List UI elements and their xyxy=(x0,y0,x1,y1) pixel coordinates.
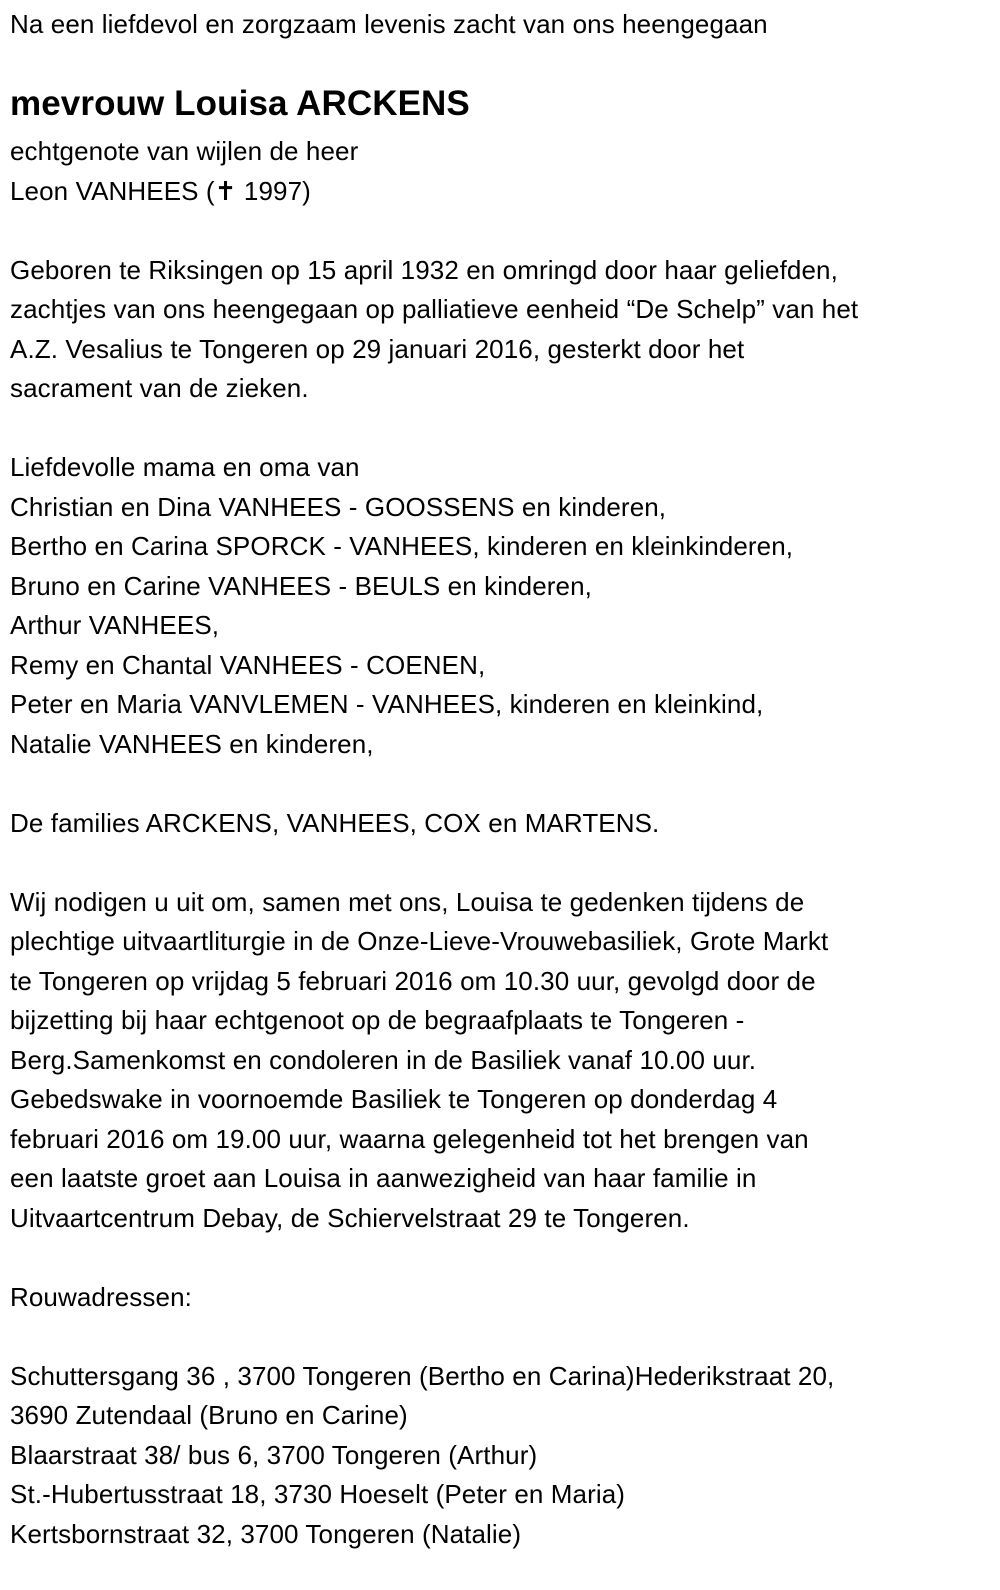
text-line: te Tongeren op vrijdag 5 februari 2016 om 10.30 uur, gevolgd door de xyxy=(10,965,816,996)
text-line: 3690 Zutendaal (Bruno en Carine) xyxy=(10,1400,408,1430)
intro-text: Na een liefdevol en zorgzaam levenis zacht van ons heengegaan xyxy=(10,9,768,39)
text-line: bijzetting bij haar echtgenoot op de begraafplaats te Tongeren - xyxy=(10,1005,745,1035)
text-line: Leon VANHEES (✝ 1997) xyxy=(10,175,311,206)
text-line: St.-Hubertusstraat 18, 3730 Hoeselt (Peter en Maria) xyxy=(10,1479,626,1509)
text-line: Kertsbornstraat 32, 3700 Tongeren (Natalie) xyxy=(10,1518,522,1549)
text-line: Natalie VANHEES en kinderen, xyxy=(10,728,374,759)
paragraph-mourning-heading xyxy=(0,1278,1000,1318)
deceased-name: mevrouw Louisa ARCKENS xyxy=(10,84,470,123)
paragraph-addresses xyxy=(0,1357,1000,1555)
text-line: Arthur VANHEES, xyxy=(10,610,220,640)
paragraph-spacer xyxy=(0,764,1000,804)
text-line: Liefdevolle mama en oma van xyxy=(10,452,360,482)
text-line: Schuttersgang 36 , 3700 Tongeren (Bertho en Carina)Hederikstraat 20, xyxy=(10,1360,835,1391)
paragraph-spacer xyxy=(0,409,1000,449)
text-line: een laatste groet aan Louisa in aanwezigheid van haar familie in xyxy=(10,1163,757,1193)
obituary-body xyxy=(0,132,1000,1554)
paragraph-spacer xyxy=(0,1317,1000,1357)
text-line: A.Z. Vesalius te Tongeren op 29 januari 2016, gesterkt door het xyxy=(10,333,745,364)
text-line: Uitvaartcentrum Debay, de Schiervelstraat 29 te Tongeren. xyxy=(10,1202,690,1233)
paragraph-spacer xyxy=(0,1238,1000,1278)
paragraph-spacer xyxy=(0,211,1000,251)
text-line: zachtjes van ons heengegaan op palliatieve eenheid “De Schelp” van het xyxy=(10,294,859,324)
text-line: Wij nodigen u uit om, samen met ons, Louisa te gedenken tijdens de xyxy=(10,886,805,917)
text-line: Berg.Samenkomst en condoleren in de Basiliek vanaf 10.00 uur. xyxy=(10,1044,757,1075)
text-line: plechtige uitvaartliturgie in de Onze-Lieve-Vrouwebasiliek, Grote Markt xyxy=(10,926,829,956)
text-line: februari 2016 om 19.00 uur, waarna gelegenheid tot het brengen van xyxy=(10,1123,809,1154)
text-line: Bruno en Carine VANHEES - BEULS en kinderen, xyxy=(10,570,592,601)
paragraph-invitation xyxy=(0,883,1000,1239)
paragraph-families xyxy=(0,804,1000,844)
paragraph-spouse xyxy=(0,132,1000,211)
paragraph-birth-death xyxy=(0,251,1000,409)
text-line: sacrament van de zieken. xyxy=(10,373,309,403)
paragraph-family xyxy=(0,448,1000,764)
text-line: Gebedswake in voornoemde Basiliek te Tongeren op donderdag 4 xyxy=(10,1084,778,1114)
text-line: Remy en Chantal VANHEES - COENEN, xyxy=(10,649,486,680)
text-line: Christian en Dina VANHEES - GOOSSENS en kinderen, xyxy=(10,491,667,522)
paragraph-spacer xyxy=(0,843,1000,883)
text-line: Bertho en Carina SPORCK - VANHEES, kinderen en kleinkinderen, xyxy=(10,531,794,561)
text-line: Peter en Maria VANVLEMEN - VANHEES, kinderen en kleinkind, xyxy=(10,689,764,719)
text-line: De families ARCKENS, VANHEES, COX en MARTENS. xyxy=(10,807,660,838)
text-line: Geboren te Riksingen op 15 april 1932 en omringd door haar geliefden, xyxy=(10,254,838,285)
text-line: echtgenote van wijlen de heer xyxy=(10,136,359,166)
text-line: Rouwadressen: xyxy=(10,1281,192,1312)
text-line: Blaarstraat 38/ bus 6, 3700 Tongeren (Arthur) xyxy=(10,1439,538,1470)
